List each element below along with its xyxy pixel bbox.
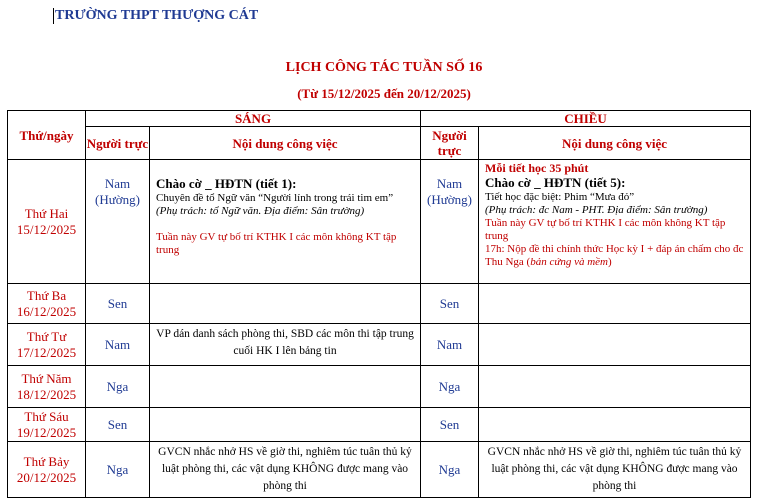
afternoon-line4-italic: bản cứng và mềm [530, 256, 609, 268]
school-name: TRƯỜNG THPT THƯỢNG CÁT [55, 8, 259, 23]
table-row [8, 408, 751, 442]
day-cell [8, 408, 86, 442]
day-date: 16/12/2025 [16, 303, 77, 319]
morning-line3: Tuần này GV tự bố trí KTHK I các môn không KT tập trung [156, 231, 397, 256]
date-range: (Từ 15/12/2025 đến 20/12/2025) [297, 86, 471, 101]
day-date: 15/12/2025 [16, 221, 77, 237]
morning-duty: Nam [86, 324, 150, 366]
afternoon-content [479, 324, 751, 366]
morning-duty: Nga [86, 442, 150, 498]
afternoon-line4-end: ) [608, 256, 612, 268]
afternoon-line3: Tuần này GV tự bố trí KTHK I các môn không KT tập trung [485, 217, 726, 242]
day-cell [8, 442, 86, 498]
day-label: Thứ Sáu [24, 408, 69, 424]
table-row [8, 284, 751, 324]
morning-line1: Chuyên đề tổ Ngữ văn “Người lính trong trái tim em” [156, 192, 394, 204]
morning-header: SÁNG [86, 111, 421, 127]
day-cell [8, 366, 86, 408]
morning-duty: Sen [86, 284, 150, 324]
afternoon-line2: (Phụ trách: đc Nam - PHT. Địa điểm: Sân trường) [485, 204, 708, 216]
afternoon-note: Mỗi tiết học 35 phút [485, 161, 589, 175]
afternoon-duty: Sen [421, 408, 479, 442]
table-row [8, 324, 751, 366]
afternoon-header: CHIỀU [421, 111, 751, 127]
afternoon-heading: Chào cờ _ HĐTN (tiết 5): [485, 175, 626, 190]
day-label: Thứ Bảy [23, 453, 70, 469]
afternoon-content [479, 408, 751, 442]
day-date: 20/12/2025 [16, 469, 77, 485]
day-cell [8, 324, 86, 366]
afternoon-duty: Nam [421, 324, 479, 366]
day-date: 19/12/2025 [16, 424, 77, 440]
day-label: Thứ Năm [21, 370, 72, 386]
afternoon-duty: Nga [421, 366, 479, 408]
morning-content [150, 366, 421, 408]
afternoon-line4-text: 17h: Nộp đề thi chính thức Học kỳ I + đáp án chấm cho đc Thu Nga ( [485, 243, 744, 268]
morning-content [150, 284, 421, 324]
day-label: Thứ Hai [24, 205, 69, 221]
morning-duty-header: Người trực [86, 127, 150, 160]
header-row-1 [8, 111, 751, 127]
morning-content: GVCN nhắc nhở HS về giờ thi, nghiêm túc tuân thủ kỷ luật phòng thi, các vật dụng KHÔNG được mang vào phòng thi [150, 442, 421, 498]
day-cell [8, 160, 86, 284]
afternoon-duty: Sen [421, 284, 479, 324]
morning-content [150, 160, 421, 284]
afternoon-content: GVCN nhắc nhở HS về giờ thi, nghiêm túc tuân thủ kỷ luật phòng thi, các vật dụng KHÔNG được mang vào phòng thi [479, 442, 751, 498]
afternoon-content-header: Nội dung công việc [479, 127, 751, 160]
afternoon-line4 [485, 243, 744, 269]
day-label: Thứ Tư [26, 328, 67, 344]
morning-duty: Nam (Hường) [86, 160, 150, 284]
morning-content-header: Nội dung công việc [150, 127, 421, 160]
afternoon-duty-header: Người trực [421, 127, 479, 160]
page-title: LỊCH CÔNG TÁC TUẦN SỐ 16 [285, 60, 483, 75]
schedule-table [7, 110, 751, 498]
table-row [8, 442, 751, 498]
morning-heading: Chào cờ _ HĐTN (tiết 1): [156, 176, 297, 191]
header-row-2 [8, 127, 751, 160]
afternoon-duty: Nga [421, 442, 479, 498]
day-label: Thứ Ba [26, 287, 67, 303]
morning-duty: Nga [86, 366, 150, 408]
afternoon-content [479, 284, 751, 324]
morning-content [150, 408, 421, 442]
afternoon-duty: Nam (Hường) [421, 160, 479, 284]
afternoon-content [479, 366, 751, 408]
day-date: 17/12/2025 [16, 344, 77, 360]
morning-duty: Sen [86, 408, 150, 442]
day-header: Thứ/ngày [8, 111, 86, 160]
table-row [8, 160, 751, 284]
afternoon-line1: Tiết học đặc biệt: Phim “Mưa đỏ” [485, 191, 635, 203]
table-row [8, 366, 751, 408]
morning-content: VP dán danh sách phòng thi, SBD các môn thi tập trung cuối HK I lên bảng tin [150, 324, 421, 366]
morning-line2: (Phụ trách: tổ Ngữ văn. Địa điểm: Sân trường) [156, 205, 365, 217]
day-cell [8, 284, 86, 324]
afternoon-content [479, 160, 751, 284]
day-date: 18/12/2025 [16, 386, 77, 402]
